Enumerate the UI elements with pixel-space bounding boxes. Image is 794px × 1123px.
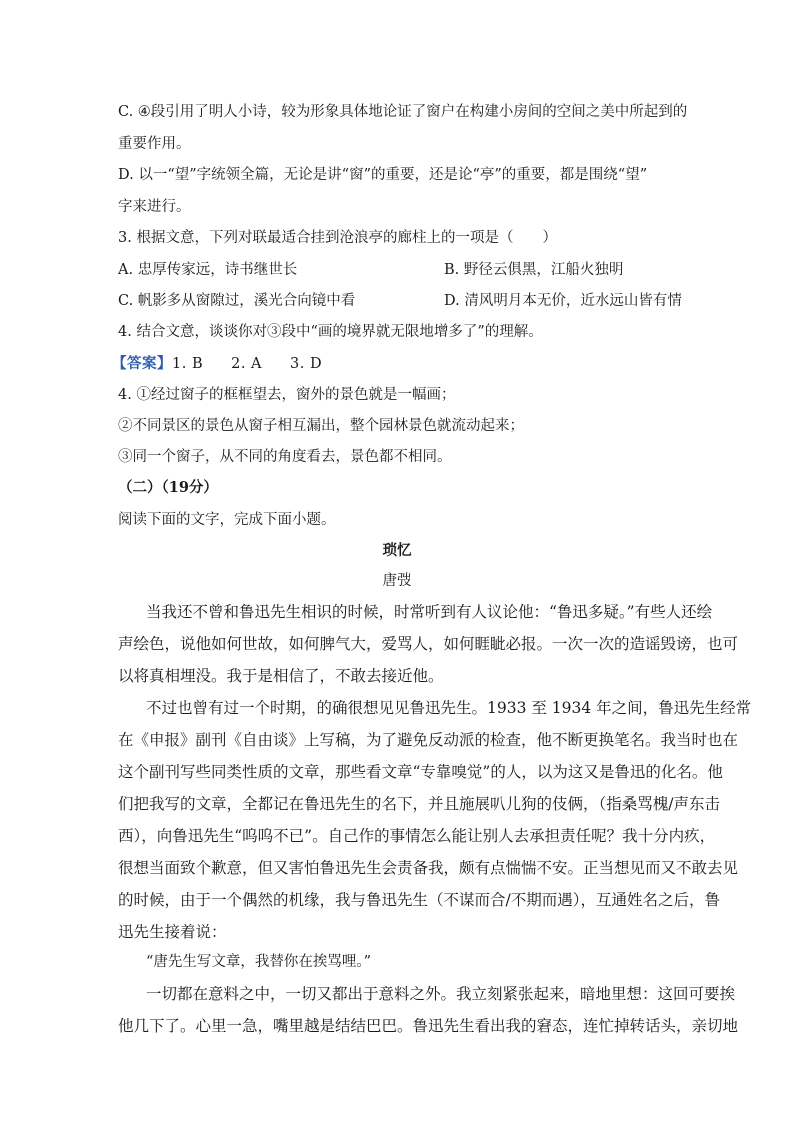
paragraph-2-line: 的时候，由于一个偶然的机缘，我与鲁迅先生（不谋而合/不期而遇），互通姓名之后，鲁 xyxy=(118,891,720,909)
answer-4-line-3: ③同一个窗子，从不同的角度看去，景色都不相同。 xyxy=(118,449,452,465)
section-instruction: 阅读下面的文字，完成下面小题。 xyxy=(118,512,336,528)
question-3-option-b: B. 野径云俱黑，江船火独明 xyxy=(444,262,624,278)
question-3-option-c: C. 帆影多从窗隙过，溪光合向镜中看 xyxy=(118,293,356,309)
paragraph-2-line: 西），向鲁迅先生“呜呜不已”。自己作的事情怎么能让别人去承担责任呢？我十分内疚， xyxy=(118,827,716,845)
option-d-line-2: 字来进行。 xyxy=(118,199,191,215)
question-3: 3. 根据文意，下列对联最适合挂到沧浪亭的廊柱上的一项是（ ） xyxy=(118,230,557,246)
option-c-line-1: C. ④段引用了明人小诗，较为形象具体地论证了窗户在构建小房间的空间之美中所起到的 xyxy=(118,104,688,120)
paragraph-4-line: 他几下了。心里一急，嘴里越是结结巴巴。鲁迅先生看出我的窘态，连忙掉转话头，亲切地 xyxy=(118,1017,739,1035)
answer-1: 1. B xyxy=(172,356,204,372)
section-heading: （二）（19分） xyxy=(118,479,218,496)
paragraph-2-line: 迅先生接着说： xyxy=(118,923,227,941)
paragraph-1-line: 当我还不曾和鲁迅先生相识的时候，时常听到有人议论他：“鲁迅多疑。”有些人还绘 xyxy=(146,603,713,621)
answer-3: 3. D xyxy=(290,356,323,372)
paragraph-1-line: 以将真相埋没。我于是相信了，不敢去接近他。 xyxy=(118,667,444,685)
paragraph-2-line: 很想当面致个歉意，但又害怕鲁迅先生会责备我，颇有点惴惴不安。正当想见而又不敢去见 xyxy=(118,859,739,877)
answer-4-line-2: ②不同景区的景色从窗子相互漏出，整个园林景色就流动起来； xyxy=(118,418,524,434)
answer-label: 【答案】 xyxy=(112,355,172,372)
paragraph-2-line: 这个副刊写些同类性质的文章，那些看文章“专靠嗅觉”的人，以为这又是鲁迅的化名。他 xyxy=(118,763,723,781)
paragraph-2-line: 们把我写的文章，全都记在鲁迅先生的名下，并且施展叭儿狗的伎俩，（指桑骂槐/声东击 xyxy=(118,795,720,813)
answer-line xyxy=(112,354,322,374)
answer-2: 2. A xyxy=(231,356,263,372)
article-author: 唐弢 xyxy=(382,573,412,589)
question-4: 4. 结合文意，谈谈你对③段中“画的境界就无限地增多了”的理解。 xyxy=(118,324,543,340)
question-3-option-d: D. 清风明月本无价，近水远山皆有情 xyxy=(444,293,682,309)
answer-4-line-1: 4. ①经过窗子的框框望去，窗外的景色就是一幅画； xyxy=(118,387,456,403)
question-3-option-a: A. 忠厚传家远，诗书继世长 xyxy=(118,262,298,278)
option-c-line-2: 重要作用。 xyxy=(118,136,191,152)
paragraph-4-line: 一切都在意料之中，一切又都出于意料之外。我立刻紧张起来，暗地里想：这回可要挨 xyxy=(146,985,736,1003)
paragraph-2-line: 不过也曾有过一个时期，的确很想见见鲁迅先生。1933 至 1934 年之间，鲁迅先生经常 xyxy=(146,699,752,717)
article-title: 琐忆 xyxy=(382,542,412,559)
paragraph-2-line: 在《申报》副刊《自由谈》上写稿，为了避免反动派的检查，他不断更换笔名。我当时也在 xyxy=(118,731,739,749)
paragraph-1-line: 声绘色，说他如何世故，如何脾气大，爱骂人，如何睚眦必报。一次一次的造谣毁谤，也可 xyxy=(118,635,739,653)
paragraph-3: “唐先生写文章，我替你在挨骂哩。” xyxy=(146,954,372,970)
option-d-line-1: D. 以一“望”字统领全篇，无论是讲“窗”的重要，还是论“亭”的重要，都是围绕“望” xyxy=(118,167,648,183)
